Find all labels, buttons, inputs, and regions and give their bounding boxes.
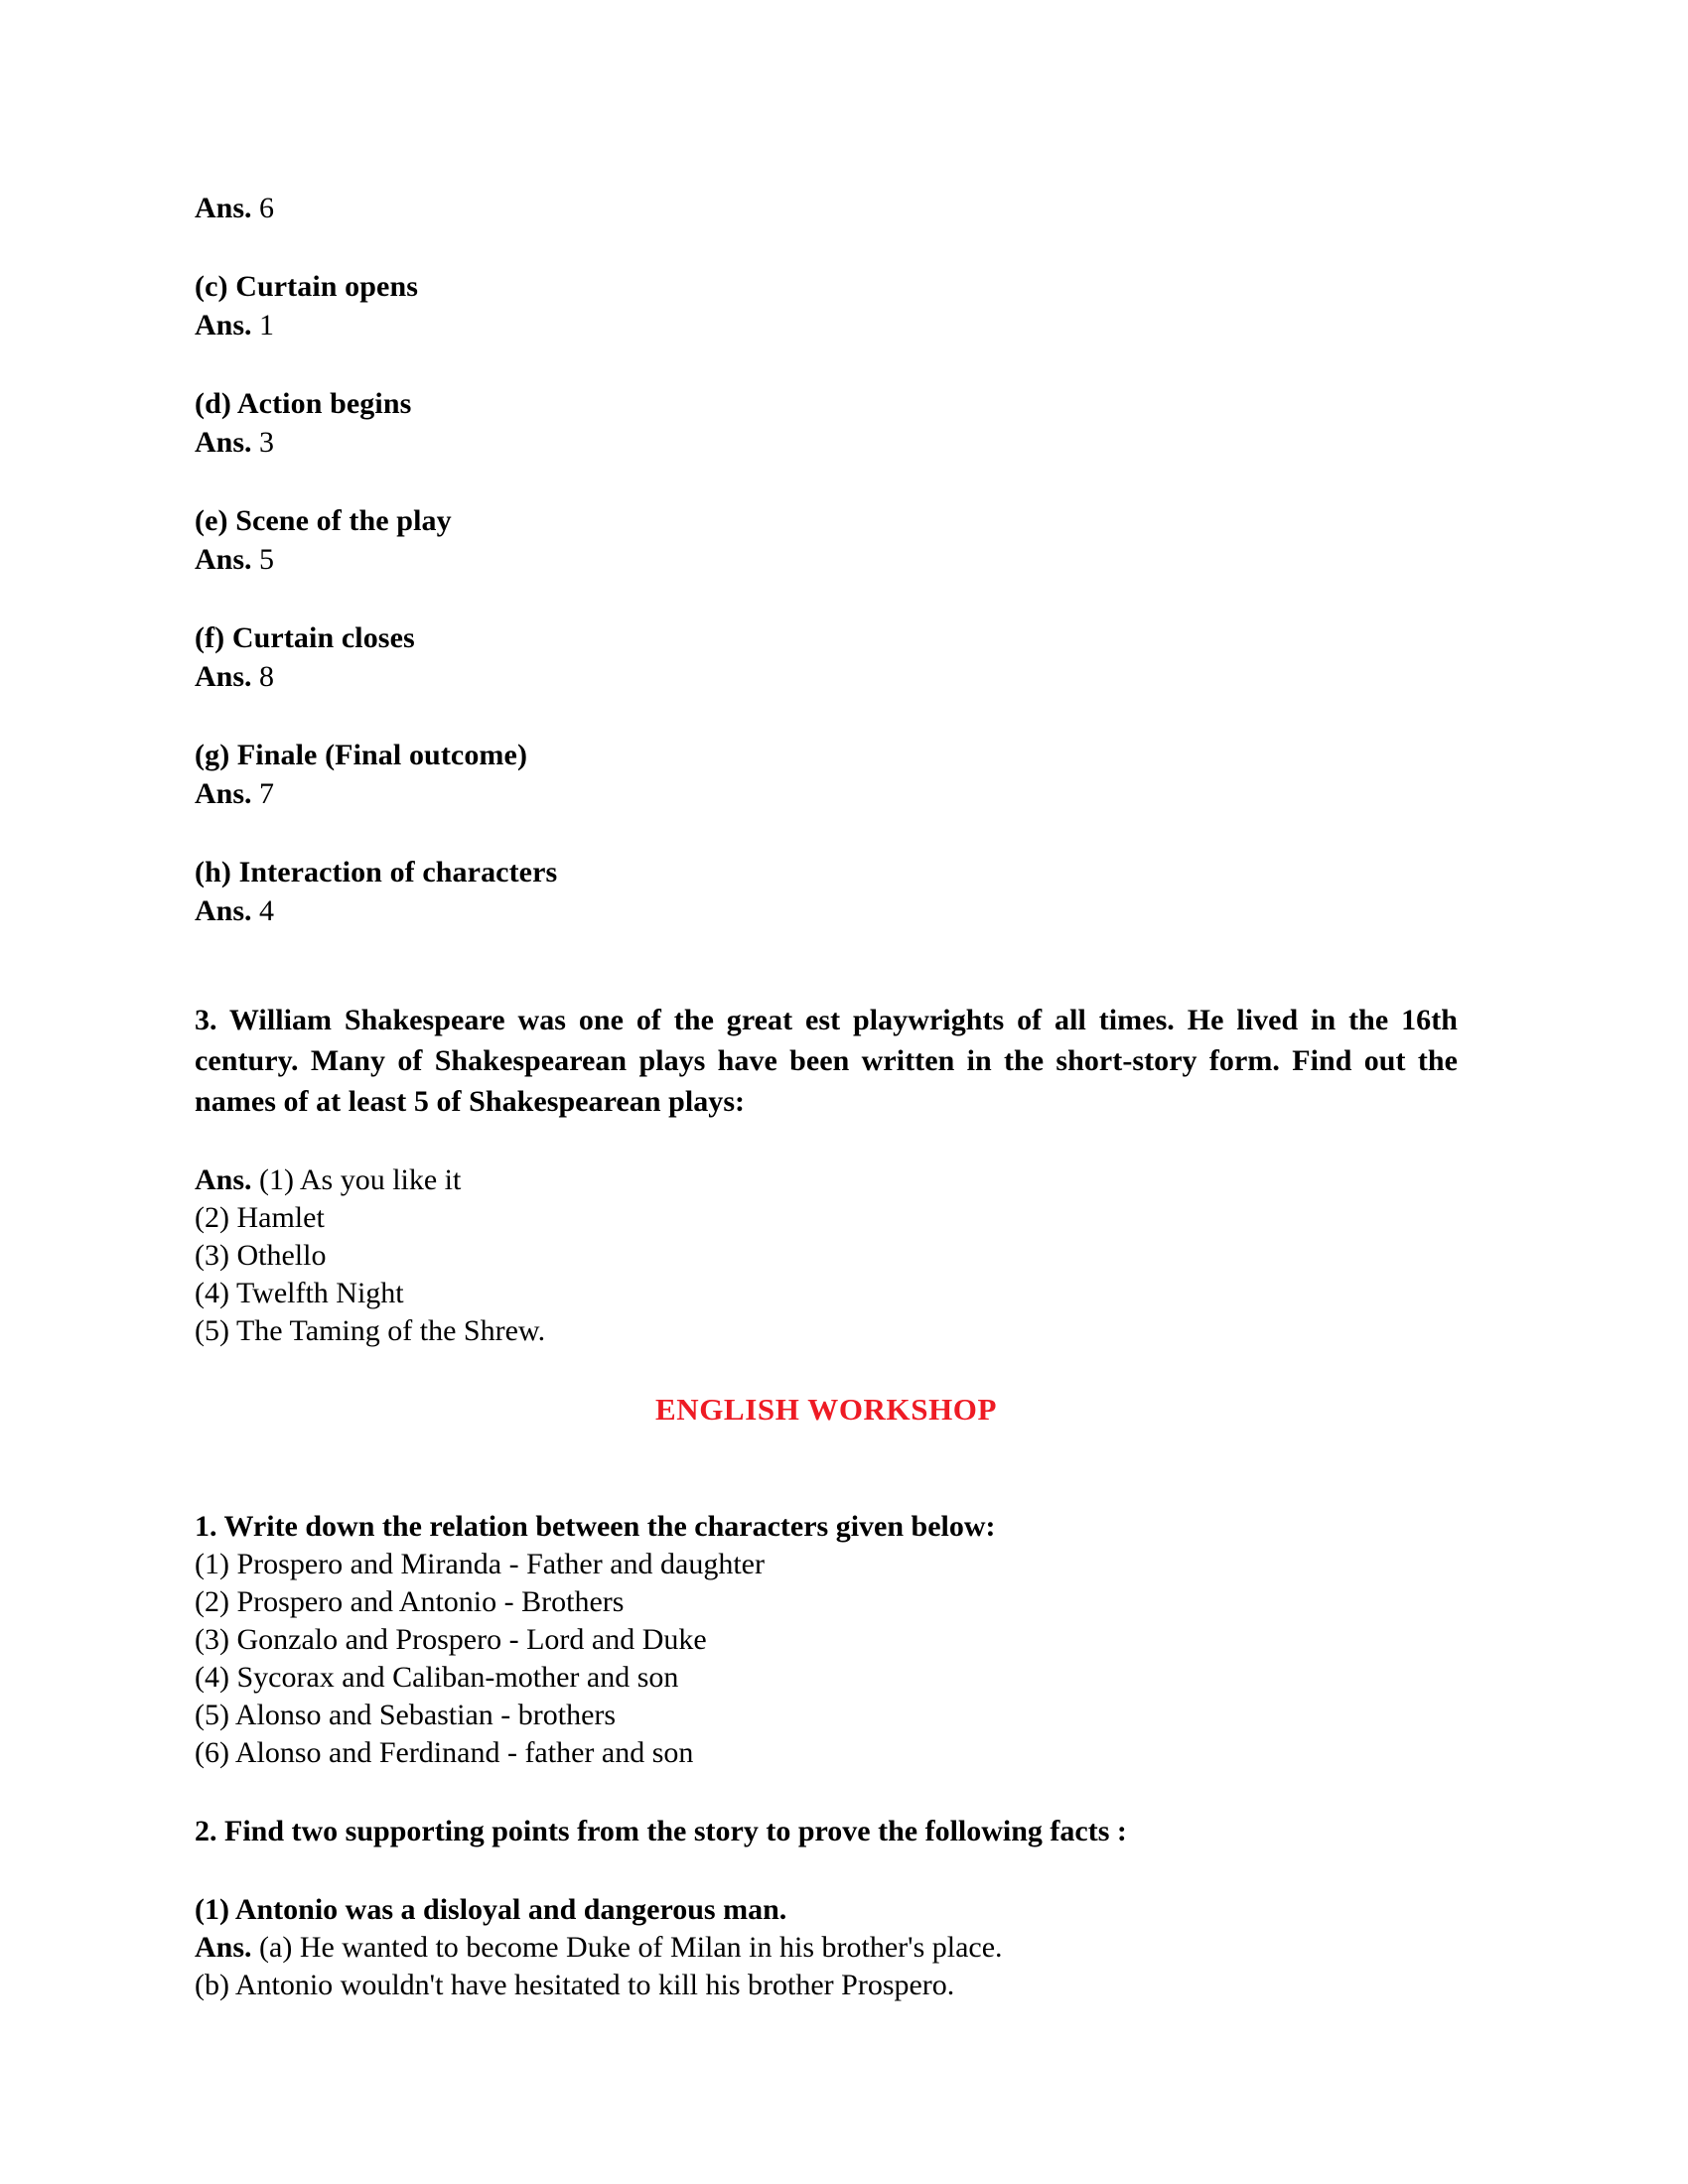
spacer (195, 970, 1458, 1000)
spacer (195, 1850, 1458, 1890)
spacer (195, 1350, 1458, 1390)
ordering-item-question: (c) Curtain opens (195, 270, 419, 303)
list-item: (6) Alonso and Ferdinand - father and son (195, 1736, 694, 1769)
list-item: (3) Gonzalo and Prospero - Lord and Duke (195, 1623, 707, 1656)
answer-value: 5 (259, 543, 275, 576)
answer-label: Ans. (195, 192, 252, 224)
ordering-item-answer (195, 891, 1458, 930)
ordering-item-answer (195, 540, 1458, 579)
workshop-question-2-point-b: (b) Antonio wouldn't have hesitated to kill his brother Prospero. (195, 1969, 955, 2001)
play-title: (1) As you like it (259, 1163, 462, 1196)
ordering-item-answer (195, 774, 1458, 813)
spacer (195, 1772, 1458, 1812)
question-3-answer-list (195, 1161, 1458, 1350)
ordering-item-answer (195, 306, 1458, 344)
workshop-question-1-heading: 1. Write down the relation between the characters given below: (195, 1510, 996, 1543)
answer-label: Ans. (195, 1163, 252, 1196)
ordering-item (195, 853, 1458, 930)
answer-label: Ans. (195, 777, 252, 810)
workshop-question-1-list (195, 1546, 1458, 1772)
answer-label: Ans. (195, 894, 252, 927)
ordering-item (195, 736, 1458, 813)
answer-label: Ans. (195, 543, 252, 576)
ordering-item-answer (195, 423, 1458, 462)
ordering-item (195, 618, 1458, 696)
workshop-question-2-fact-1: (1) Antonio was a disloyal and dangerous man. (195, 1893, 787, 1926)
list-item: (5) The Taming of the Shrew. (195, 1314, 546, 1347)
spacer (195, 1122, 1458, 1161)
ordering-item-answer (195, 657, 1458, 696)
list-item: (3) Othello (195, 1239, 327, 1272)
ordering-item-question: (f) Curtain closes (195, 621, 415, 654)
answer-label: Ans. (195, 309, 252, 341)
answer-value: 3 (259, 426, 275, 459)
question-3-text: 3. William Shakespeare was one of the great est playwrights of all times. He lived in the 16th century. Many of Shakespearean plays have been written in the short-story form. Find out the names of at least 5 of Shakespearean plays: (195, 1004, 1458, 1118)
ordering-item (195, 501, 1458, 579)
section-heading-english-workshop: ENGLISH WORKSHOP (654, 1392, 998, 1427)
list-item (195, 1161, 1458, 1199)
answer-value: 7 (259, 777, 275, 810)
ordering-item (195, 267, 1458, 344)
ordering-item (195, 384, 1458, 462)
ordering-item-question: (d) Action begins (195, 387, 412, 420)
workshop-question-2-heading: 2. Find two supporting points from the story to prove the following facts : (195, 1815, 1127, 1847)
list-item: (5) Alonso and Sebastian - brothers (195, 1699, 617, 1731)
document-body (195, 189, 1458, 2004)
point-a-text: (a) He wanted to become Duke of Milan in his brother's place. (259, 1931, 1003, 1964)
list-item: (4) Twelfth Night (195, 1277, 404, 1309)
ordering-item-question: (h) Interaction of characters (195, 856, 558, 888)
carried-answer-line (195, 189, 1458, 227)
list-item: (4) Sycorax and Caliban-mother and son (195, 1661, 679, 1694)
spacer (195, 1430, 1458, 1507)
ordering-item-question: (e) Scene of the play (195, 504, 452, 537)
answer-label: Ans. (195, 660, 252, 693)
answer-value: 4 (259, 894, 275, 927)
answer-label: Ans. (195, 1931, 252, 1964)
list-item: (1) Prospero and Miranda - Father and daughter (195, 1548, 765, 1580)
answer-value: 8 (259, 660, 275, 693)
list-item: (2) Hamlet (195, 1201, 325, 1234)
answer-label: Ans. (195, 426, 252, 459)
workshop-question-2-point-a (195, 1929, 1458, 1967)
spacer (195, 227, 1458, 267)
ordering-item-question: (g) Finale (Final outcome) (195, 739, 528, 771)
answer-value: 6 (259, 192, 275, 224)
list-item: (2) Prospero and Antonio - Brothers (195, 1585, 625, 1618)
answer-value: 1 (259, 309, 275, 341)
